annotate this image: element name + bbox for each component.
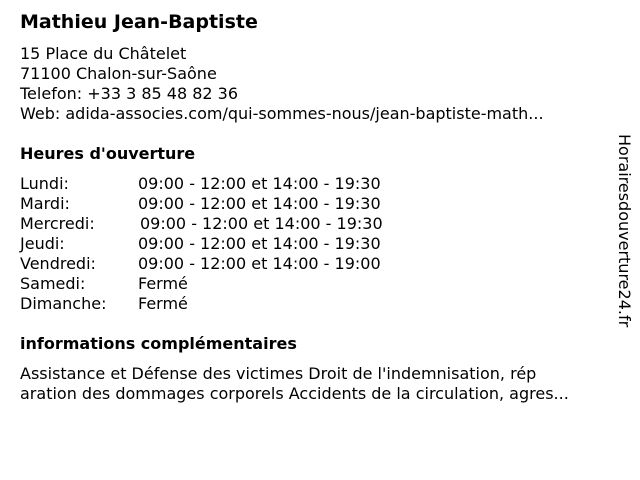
- additional-info-line: Assistance et Défense des victimes Droit de l'indemnisation, rép: [20, 364, 537, 383]
- day-label: Lundi:: [20, 174, 69, 193]
- hours-value: Fermé: [138, 294, 188, 313]
- website-link[interactable]: Web: adida-associes.com/qui-sommes-nous/jean-baptiste-math...: [20, 104, 544, 123]
- day-label: Dimanche:: [20, 294, 107, 313]
- additional-info-text: [20, 364, 620, 404]
- watermark-text: Horairesdouverture24.fr: [615, 134, 634, 328]
- business-name: Mathieu Jean-Baptiste: [20, 11, 258, 33]
- hours-value: 09:00 - 12:00 et 14:00 - 19:30: [140, 214, 383, 233]
- hours-value: 09:00 - 12:00 et 14:00 - 19:30: [138, 194, 381, 213]
- hours-value: 09:00 - 12:00 et 14:00 - 19:30: [138, 234, 381, 253]
- contact-block: [20, 44, 544, 124]
- hours-value: 09:00 - 12:00 et 14:00 - 19:30: [138, 174, 381, 193]
- street-address: 15 Place du Châtelet: [20, 44, 187, 63]
- city-address: 71100 Chalon-sur-Saône: [20, 64, 217, 83]
- day-label: Vendredi:: [20, 254, 96, 273]
- phone-number: Telefon: +33 3 85 48 82 36: [20, 84, 239, 103]
- site-watermark: [612, 134, 636, 344]
- hours-value: Fermé: [138, 274, 188, 293]
- day-label: Samedi:: [20, 274, 86, 293]
- opening-hours-title: Heures d'ouverture: [20, 144, 196, 163]
- day-label: Mardi:: [20, 194, 70, 213]
- hours-value: 09:00 - 12:00 et 14:00 - 19:00: [138, 254, 381, 273]
- day-label: Mercredi:: [20, 214, 95, 233]
- additional-info-title: informations complémentaires: [20, 334, 297, 353]
- day-label: Jeudi:: [20, 234, 65, 253]
- additional-info-line: aration des dommages corporels Accidents de la circulation, agres...: [20, 384, 569, 403]
